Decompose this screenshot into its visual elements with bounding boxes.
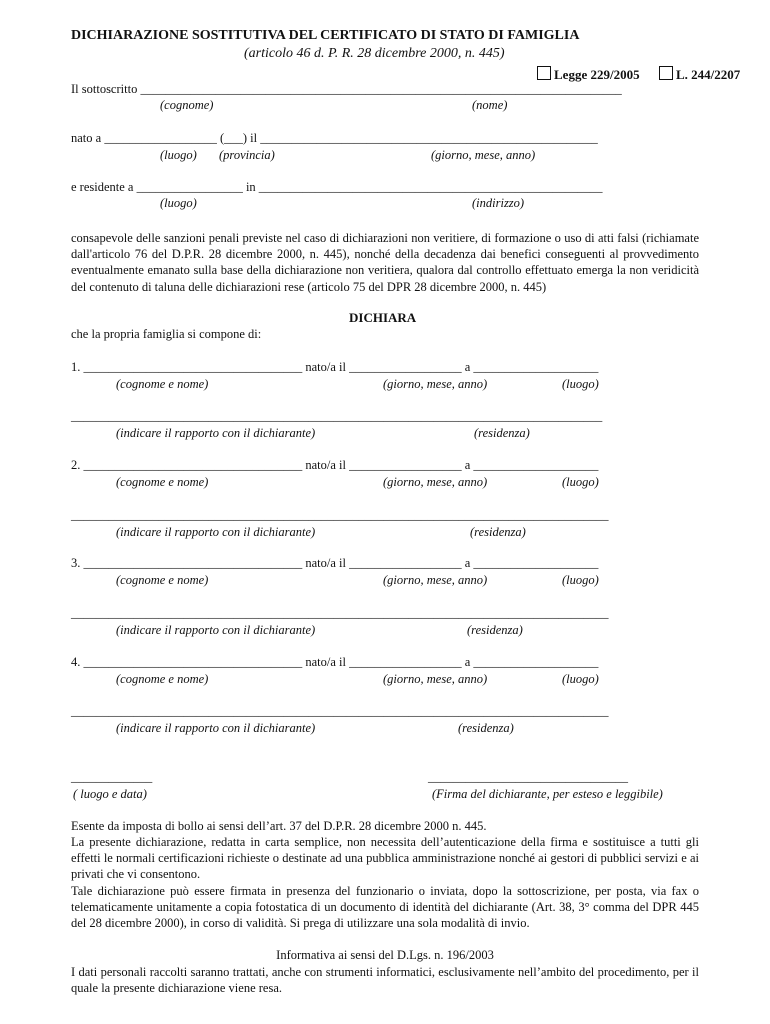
member-4-label-name: (cognome e nome) [116, 672, 209, 686]
label-data-nascita: (giorno, mese, anno) [431, 148, 536, 162]
place-date-line[interactable]: _____________ [71, 770, 153, 784]
document-subtitle: (articolo 46 d. P. R. 28 dicembre 2000, n. 445) [244, 46, 505, 61]
label-luogo: (luogo) [160, 148, 197, 162]
member-1-line-2[interactable]: _____________________________________________________________________________________ [71, 409, 603, 423]
declarant-name-line[interactable]: Il sottoscritto _____________________________________________________________________________ [71, 82, 622, 96]
label-provincia: (provincia) [219, 148, 275, 162]
signature-line[interactable]: ________________________________ [428, 770, 628, 784]
member-2-line-2[interactable]: ______________________________________________________________________________________ [71, 508, 609, 522]
option-legge-244-label: L. 244/2207 [676, 67, 741, 82]
member-3-label-date: (giorno, mese, anno) [383, 573, 488, 587]
member-3-label-name: (cognome e nome) [116, 573, 209, 587]
member-3-line-2[interactable]: ______________________________________________________________________________________ [71, 606, 609, 620]
member-4-label-relation: (indicare il rapporto con il dichiarante) [116, 721, 316, 735]
member-4-label-date: (giorno, mese, anno) [383, 672, 488, 686]
member-2-label-residence: (residenza) [470, 525, 526, 539]
member-3-label-place: (luogo) [562, 573, 599, 587]
note-carta-semplice: La presente dichiarazione, redatta in carta semplice, non necessita dell’autenticazione della firma e sostituisce a tutti gli effetti le normali certificazioni richieste o destinate ad una pubblica amministrazione nonché ai gestori di pubblici servizi e ai privati che vi consentono. [71, 835, 699, 882]
checkbox-legge-244[interactable] [659, 66, 673, 80]
member-1-line[interactable]: 1. ___________________________________ nato/a il __________________ a ____________________ [71, 360, 599, 374]
member-2-label-place: (luogo) [562, 475, 599, 489]
note-bollo: Esente da imposta di bollo ai sensi dell’art. 37 del D.P.R. 28 dicembre 2000 n. 445. [71, 819, 487, 833]
privacy-title: Informativa ai sensi del D.Lgs. n. 196/2003 [276, 948, 494, 962]
checkbox-legge-229[interactable] [537, 66, 551, 80]
option-legge-244[interactable] [659, 66, 740, 83]
privacy-text: I dati personali raccolti saranno trattati, anche con strumenti informatici, esclusivamente nell’ambito del procedimento, per il quale la presente dichiarazione viene resa. [71, 965, 699, 996]
member-2-line[interactable]: 2. ___________________________________ nato/a il __________________ a ____________________ [71, 458, 599, 472]
member-3-label-residence: (residenza) [467, 623, 523, 637]
dichiara-heading: DICHIARA [349, 310, 417, 325]
member-4-line[interactable]: 4. ___________________________________ nato/a il __________________ a ____________________ [71, 655, 599, 669]
member-1-label-date: (giorno, mese, anno) [383, 377, 488, 391]
member-1-label-residence: (residenza) [474, 426, 530, 440]
member-2-label-date: (giorno, mese, anno) [383, 475, 488, 489]
label-cognome: (cognome) [160, 98, 214, 112]
member-3-line[interactable]: 3. ___________________________________ nato/a il __________________ a ____________________ [71, 556, 599, 570]
label-luogo-residenza: (luogo) [160, 196, 197, 210]
note-modalita-invio: Tale dichiarazione può essere firmata in presenza del funzionario o inviata, dopo la sottoscrizione, per posta, via fax o telematicamente unitamente a copia fotostatica di un documento di identità del dichiarante (Art. 38, 3° comma del DPR 445 del 28 dicembre 2000), in corso di validità. Si prega di utilizzare una sola modalità di invio. [71, 884, 699, 931]
member-1-label-place: (luogo) [562, 377, 599, 391]
member-1-label-relation: (indicare il rapporto con il dichiarante) [116, 426, 316, 440]
document-title: DICHIARAZIONE SOSTITUTIVA DEL CERTIFICATO DI STATO DI FAMIGLIA [71, 28, 580, 43]
member-4-line-2[interactable]: ______________________________________________________________________________________ [71, 704, 609, 718]
label-indirizzo: (indirizzo) [472, 196, 525, 210]
option-legge-229[interactable] [537, 66, 640, 83]
label-nome: (nome) [472, 98, 508, 112]
option-legge-229-label: Legge 229/2005 [554, 67, 640, 82]
member-2-label-name: (cognome e nome) [116, 475, 209, 489]
declarant-residence-line[interactable]: e residente a _________________ in _______________________________________________________ [71, 180, 603, 194]
signature-label: (Firma del dichiarante, per esteso e leggibile) [432, 787, 663, 801]
member-1-label-name: (cognome e nome) [116, 377, 209, 391]
family-intro: che la propria famiglia si compone di: [71, 327, 262, 341]
member-2-label-relation: (indicare il rapporto con il dichiarante) [116, 525, 316, 539]
place-date-label: ( luogo e data) [73, 787, 147, 801]
declarant-birth-line[interactable]: nato a __________________ (___) il ______________________________________________________ [71, 131, 598, 145]
member-3-label-relation: (indicare il rapporto con il dichiarante) [116, 623, 316, 637]
member-4-label-place: (luogo) [562, 672, 599, 686]
awareness-paragraph: consapevole delle sanzioni penali previste nel caso di dichiarazioni non veritiere, di formazione o uso di atti falsi (richiamate dall'articolo 76 del D.P.R. 28 dicembre 2000, n. 445), nonché della decadenza dai benefici conseguenti al provvedimento eventualmente emanato sulla base della dichiarazione non veritiera, qualora dal controllo effettuato emerga la non veridicità del contenuto di taluna delle dichiarazioni rese (articolo 75 del DPR 28 dicembre 2000, n. 445) [71, 231, 699, 294]
member-4-label-residence: (residenza) [458, 721, 514, 735]
